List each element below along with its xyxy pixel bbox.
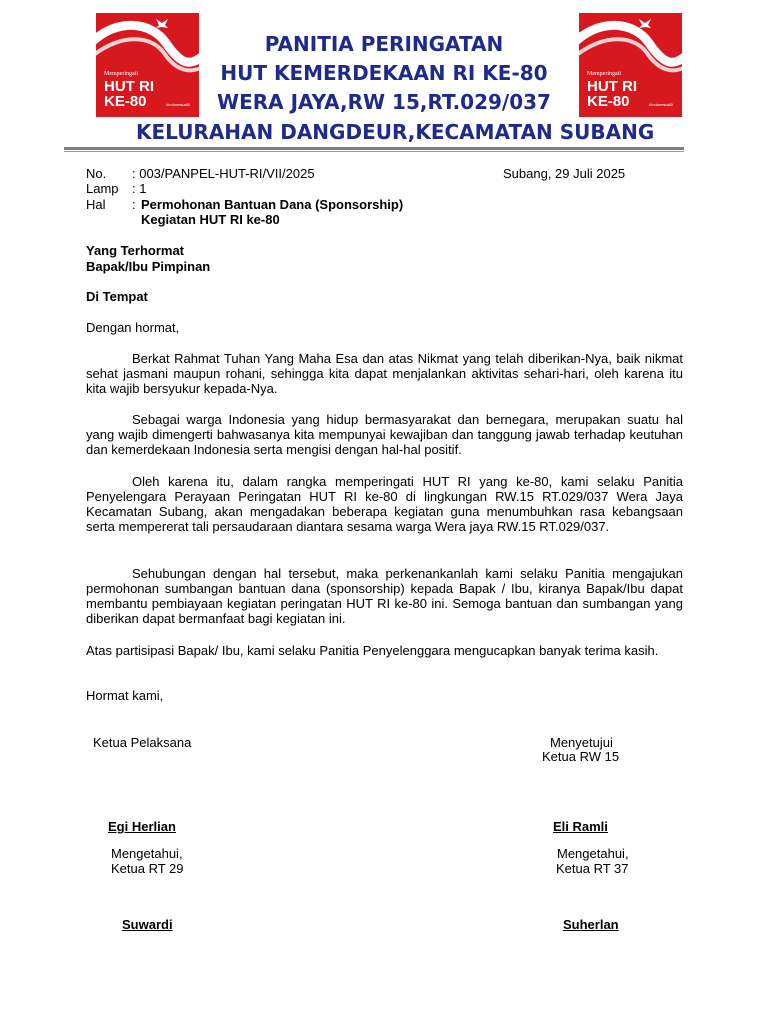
acknowledge-right-line1: Mengetahui,: [557, 846, 629, 861]
letter-number-value: : 003/PANPEL-HUT-RI/VII/2025: [132, 166, 315, 181]
recipient-place: Di Tempat: [86, 289, 148, 304]
signature-left-role: Ketua Pelaksana: [93, 735, 192, 750]
recipient-salutation: Yang Terhormat: [86, 243, 185, 258]
closing: Hormat kami,: [86, 688, 164, 703]
logo-tiny-text: #Indonesia80: [165, 102, 190, 107]
logo-tiny-text: #Indonesia80: [648, 102, 673, 107]
signature-rt37-name: Suherlan: [563, 917, 619, 932]
logo-small-text: Memperingati: [104, 71, 138, 77]
header-line-district: KELURAHAN DANGDEUR,KECAMATAN SUBANG: [136, 120, 655, 144]
body-paragraph-2: [86, 412, 683, 457]
logo-small-text: Memperingati: [587, 71, 621, 77]
signature-left-name: Egi Herlian: [108, 819, 176, 834]
body-paragraph-3-text: Oleh karena itu, dalam rangka memperingati HUT RI yang ke-80, kami selaku Panitia Penyelengara Perayaan Peringatan HUT RI ke-80 di lingkungan RW.15 RT.029/037 Wera Jaya Kecamatan Subang, akan mengadakan beberapa kegiatan guna menumbuhkan rasa kebangsaan serta mempererat tali persaudaraan diantara sesama warga Wera jaya RW.15 RT.029/037.: [86, 474, 683, 534]
body-paragraph-1: [86, 351, 683, 396]
logo-title-line2: KE-80: [104, 93, 147, 110]
letter-subject-line2: Kegiatan HUT RI ke-80: [141, 212, 280, 227]
logo-title-line1: HUT RI: [587, 78, 637, 95]
logo-title-line1: HUT RI: [104, 78, 154, 95]
greeting: Dengan hormat,: [86, 320, 180, 335]
letter-attachment-value: : 1: [132, 181, 147, 196]
body-paragraph-1-text: Berkat Rahmat Tuhan Yang Maha Esa dan atas Nikmat yang telah diberikan-Nya, baik nikmat sehat jasmani maupun rohani, sehingga kita dapat menjalankan aktivitas sehari-hari, oleh karena itu kita wajib bersyukur kepada-Nya.: [86, 351, 683, 396]
logo-title-line2: KE-80: [587, 93, 630, 110]
body-paragraph-3: [86, 474, 683, 534]
recipient-name: Bapak/Ibu Pimpinan: [86, 259, 211, 274]
letter-subject-label: Hal: [86, 197, 106, 212]
acknowledge-left-line2: Ketua RT 29: [111, 861, 184, 876]
signature-rt29-name: Suwardi: [122, 917, 173, 932]
acknowledge-left-line1: Mengetahui,: [111, 846, 183, 861]
header-divider-thin: [64, 151, 684, 152]
body-paragraph-4: [86, 566, 683, 626]
body-paragraph-5: Atas partisipasi Bapak/ Ibu, kami selaku Panitia Penyelenggara mengucapkan banyak terima kasih.: [86, 643, 659, 658]
header-divider-thick: [64, 147, 684, 150]
header-line-area: WERA JAYA,RW 15,RT.029/037: [217, 90, 551, 114]
signature-right-name: Eli Ramli: [553, 819, 608, 834]
acknowledge-right-line2: Ketua RT 37: [556, 861, 629, 876]
signature-right-role-line2: Ketua RW 15: [542, 749, 620, 764]
letter-subject-line1: Permohonan Bantuan Dana (Sponsorship): [141, 197, 404, 212]
header-line-committee: PANITIA PERINGATAN: [264, 32, 504, 56]
letter-number-label: No.: [86, 166, 107, 181]
signature-right-role-line1: Menyetujui: [550, 735, 613, 750]
body-paragraph-4-text: Sehubungan dengan hal tersebut, maka perkenankanlah kami selaku Panitia mengajukan permohonan sumbangan bantuan dana (sponsorship) kepada Bapak / Ibu, kiranya Bapak/Ibu dapat membantu pembiayaan kegiatan peringatan HUT RI ke-80 ini. Semoga bantuan dan sumbangan yang diberikan dapat bermanfaat bagi kegiatan ini.: [86, 566, 683, 626]
letter-subject-colon: :: [132, 197, 136, 212]
letter-attachment-label: Lamp: [86, 181, 119, 196]
letter-place-date: Subang, 29 Juli 2025: [503, 166, 626, 181]
header-line-event: HUT KEMERDEKAAN RI KE-80: [220, 61, 548, 85]
body-paragraph-2-text: Sebagai warga Indonesia yang hidup bermasyarakat dan bernegara, merupakan suatu hal yang wajib dimengerti bahwasanya kita mempunyai kewajiban dan tanggung jawab terhadap keutuhan dan kemerdekaan Indonesia serta mengisi dengan hal-hal positif.: [86, 412, 683, 457]
